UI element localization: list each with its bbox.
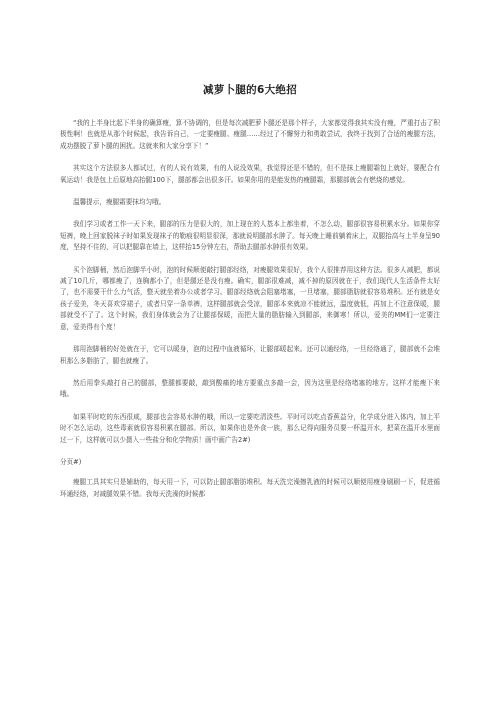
paragraph-slimming-cream: 其实这个方法很多人都试过，有的人说有效果，有的人说没效果，我觉得还是不错的，但不是抹上瘦腿霜包上就好，要配合有氧运动！我是包上后原地高抬腿100下，腿部都会出很多汗。如果你用的是能发热的瘦腿霜，那腿部就会有燃烧的感觉。 — [60, 164, 440, 184]
document-body — [60, 118, 440, 511]
paragraph-leg-raise: 我们学习或者工作一天下来，腿部的压力是很大的，加上现在的人基本上都坐着，不怎么动，腿部很容易积累水分。如果你穿短裤，晚上回家脱袜子时如果发现袜子的勒痕很明显很深，那就说明腿部水肿了。每天晚上睡前躺着床上，双腿抬高与上半身呈90度，坚持不住的，可以把腿靠在墙上，这样抬15分钟左右，帮助去腿部水肿很有效果。 — [60, 220, 440, 252]
paragraph-intro-quote: “我的上半身比起下半身的确算瘦，算不协调的，但是每次减肥萝卜腿还是那个样子，大家都觉得我其实没有瘦，严重打击了积极性啊！也就是从那个时候起，我告诉自己，一定要瘦腿、瘦腿……经过了不懈努力和勇敢尝试，我终于找到了合适的瘦腿方法，成功摆脱了萝卜腿的困扰。这就来和大家分享下！” — [60, 119, 440, 150]
page-title: 减萝卜腿的6大绝招 — [202, 84, 297, 96]
document-page — [60, 0, 440, 702]
paragraph-page-break: 分页#) — [60, 457, 82, 466]
paragraph-light-diet: 如果平时吃的东西很咸，腿部也会容易水肿的哦，所以一定要吃清淡些。平时可以吃点香蕉益分，化学成分进入体内，加上平时不怎么运动，这些毒素就很容易积累在腿部。所以，如果你也是外食一族，那么记得向服务员要一杯温开水，把菜在温开水里面过一下，这样就可以少摄入一些盐分和化学物质！画中画广告2#) — [60, 412, 440, 444]
paragraph-slimming-tools: 瘦腿工具其实只是辅助的，每天用一下，可以防止腿部脂肪堆积。每天洗完澡擦乳液的时候可以顺便用瘦身刷刷一下，促进循环通经络，对减腿效果不错。我每天洗澡的时候都 — [60, 478, 440, 498]
paragraph-fist-tapping: 然后用拳头敲打自己的腿部，整腿都要敲，敲到酸痛的地方要重点多敲一会，因为这里是经络堵塞的地方。这样才能瘦下来哦。 — [60, 378, 440, 399]
paragraph-foot-bath: 买个泡脚桶，然后泡脚半小时，泡的时候顺便敲打腿部经络，对瘦腿效果很好，我个人很推荐用这种方法。很多人减肥，都说减了10几斤，哪都瘦了，连胸都小了，但是腿还是没有瘦。确实，腿部很难减，减不掉的原因就在于，我们现代人生活条件太好了，也不需要干什么力气活，整天就坐着办公或者学习。腿部经络就会阻塞堵塞，一旦堵塞，腿部脂肪就很容易堆积。还有就是女孩子爱美，冬天喜欢穿裙子，或者只穿一条单裤，这样腿部就会受凉，腿部本来就凉不能就远，温度就低，再加上不注意保暖，腿部就受不了了。这个时候，我们身体就会为了让腿部保暖，而把大量的脂肪输入到腿部，来御寒！所以，爱美的MM们一定要注意，爱美得有个度！ — [60, 265, 440, 331]
paragraph-tip: 温馨提示，瘦腿霜要抹均匀哦。 — [73, 198, 166, 207]
paragraph-foot-bath-benefits: 那用泡脚桶的好处就在于，它可以暖身，泡的过程中血液循环，让腿部暖起来。还可以通经络，一旦经络通了，腿部就不会堆积那么多脂肪了，腿也就瘦了。 — [60, 345, 440, 365]
